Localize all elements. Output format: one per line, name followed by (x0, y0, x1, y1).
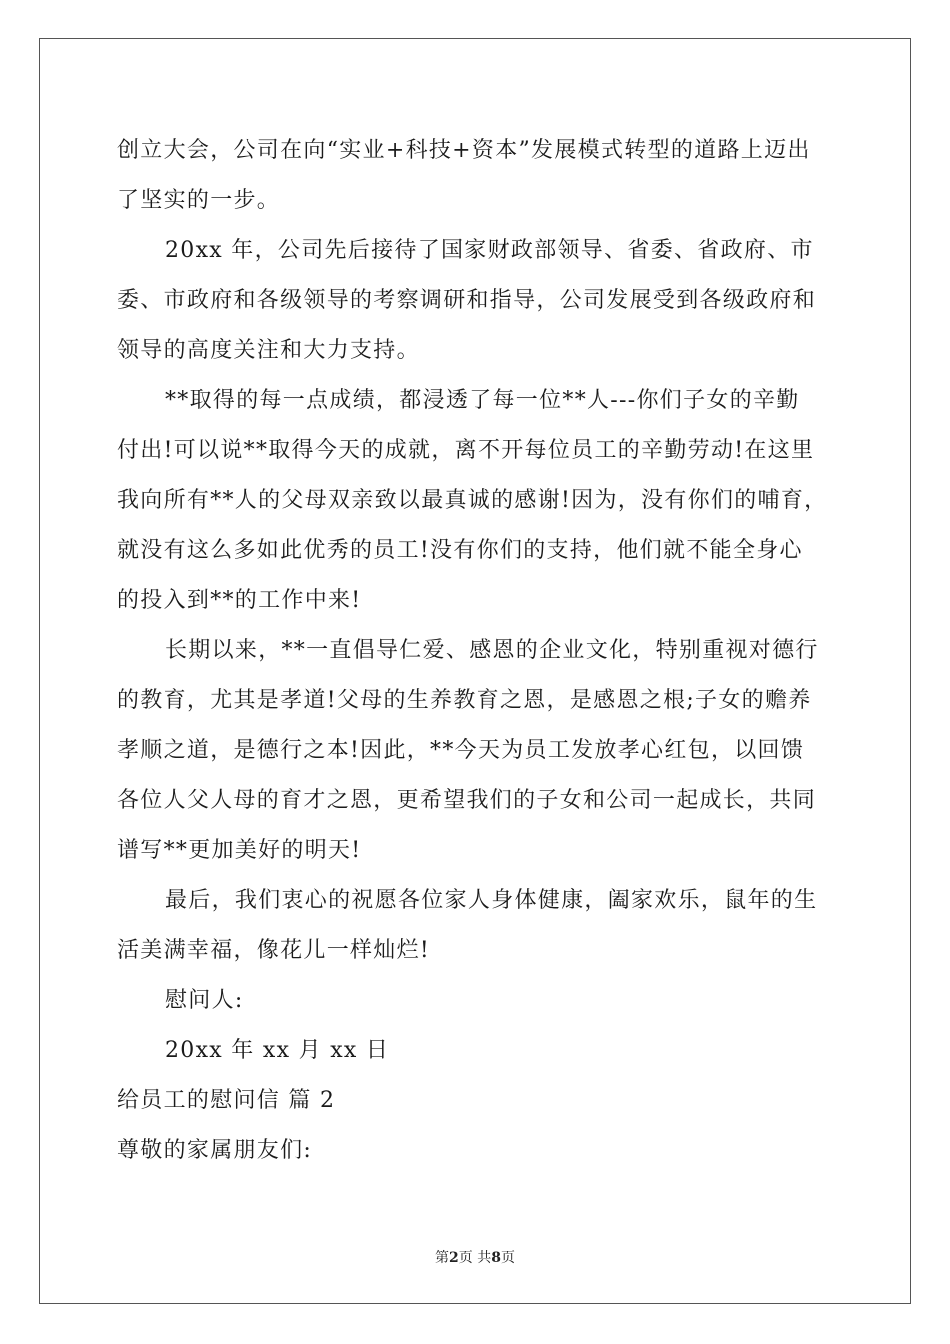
text-line: 创立大会，公司在向“实业+科技+资本”发展模式转型的道路上迈出 (117, 138, 811, 163)
paragraph (117, 226, 852, 376)
paragraph (117, 1026, 852, 1076)
paragraph (117, 1126, 852, 1176)
text-line: 长期以来，**一直倡导仁爱、感恩的企业文化，特别重视对德行 (165, 638, 819, 663)
text-line: 20xx 年 xx 月 xx 日 (165, 1038, 390, 1063)
text-line: 委、市政府和各级领导的考察调研和指导，公司发展受到各级政府和 (117, 288, 817, 313)
text-line: 最后，我们衷心的祝愿各位家人身体健康，阖家欢乐，鼠年的生 (165, 888, 818, 913)
text-line: 了坚实的一步。 (117, 188, 281, 213)
text-line: 我向所有**人的父母双亲致以最真诚的感谢!因为，没有你们的哺育， (117, 488, 828, 513)
document-body (117, 126, 852, 1176)
text-line: 慰问人: (165, 988, 244, 1013)
text-line: 就没有这么多如此优秀的员工!没有你们的支持，他们就不能全身心 (117, 538, 803, 563)
text-line: 各位人父人母的育才之恩，更希望我们的子女和公司一起成长，共同 (117, 788, 817, 813)
text-line: 活美满幸福，像花儿一样灿烂! (117, 938, 431, 963)
text-line: **取得的每一点成绩，都浸透了每一位**人---你们子女的辛勤 (165, 388, 800, 413)
paragraph (117, 376, 852, 626)
footer-page-total: 8 (491, 1250, 501, 1266)
text-line: 付出!可以说**取得今天的成就，离不开每位员工的辛勤劳动!在这里 (117, 438, 815, 463)
paragraph (117, 626, 852, 876)
text-line: 给员工的慰问信 篇 2 (117, 1088, 336, 1113)
text-line: 的教育，尤其是孝道!父母的生养教育之恩，是感恩之根;子女的赡养 (117, 688, 812, 713)
paragraph (117, 126, 852, 226)
page-footer (0, 1247, 950, 1267)
footer-page-suffix: 页 (500, 1250, 515, 1266)
paragraph (117, 1076, 852, 1126)
footer-page-prefix: 第 (435, 1250, 450, 1266)
paragraph (117, 976, 852, 1026)
paragraph (117, 876, 852, 976)
text-line: 孝顺之道，是德行之本!因此，**今天为员工发放孝心红包，以回馈 (117, 738, 805, 763)
text-line: 谱写**更加美好的明天! (117, 838, 362, 863)
text-line: 领导的高度关注和大力支持。 (117, 338, 420, 363)
footer-page-mid: 页 共 (458, 1250, 492, 1266)
footer-page-current: 2 (449, 1250, 459, 1266)
text-line: 尊敬的家属朋友们: (117, 1138, 313, 1163)
text-line: 20xx 年，公司先后接待了国家财政部领导、省委、省政府、市 (165, 238, 814, 263)
text-line: 的投入到**的工作中来! (117, 588, 362, 613)
